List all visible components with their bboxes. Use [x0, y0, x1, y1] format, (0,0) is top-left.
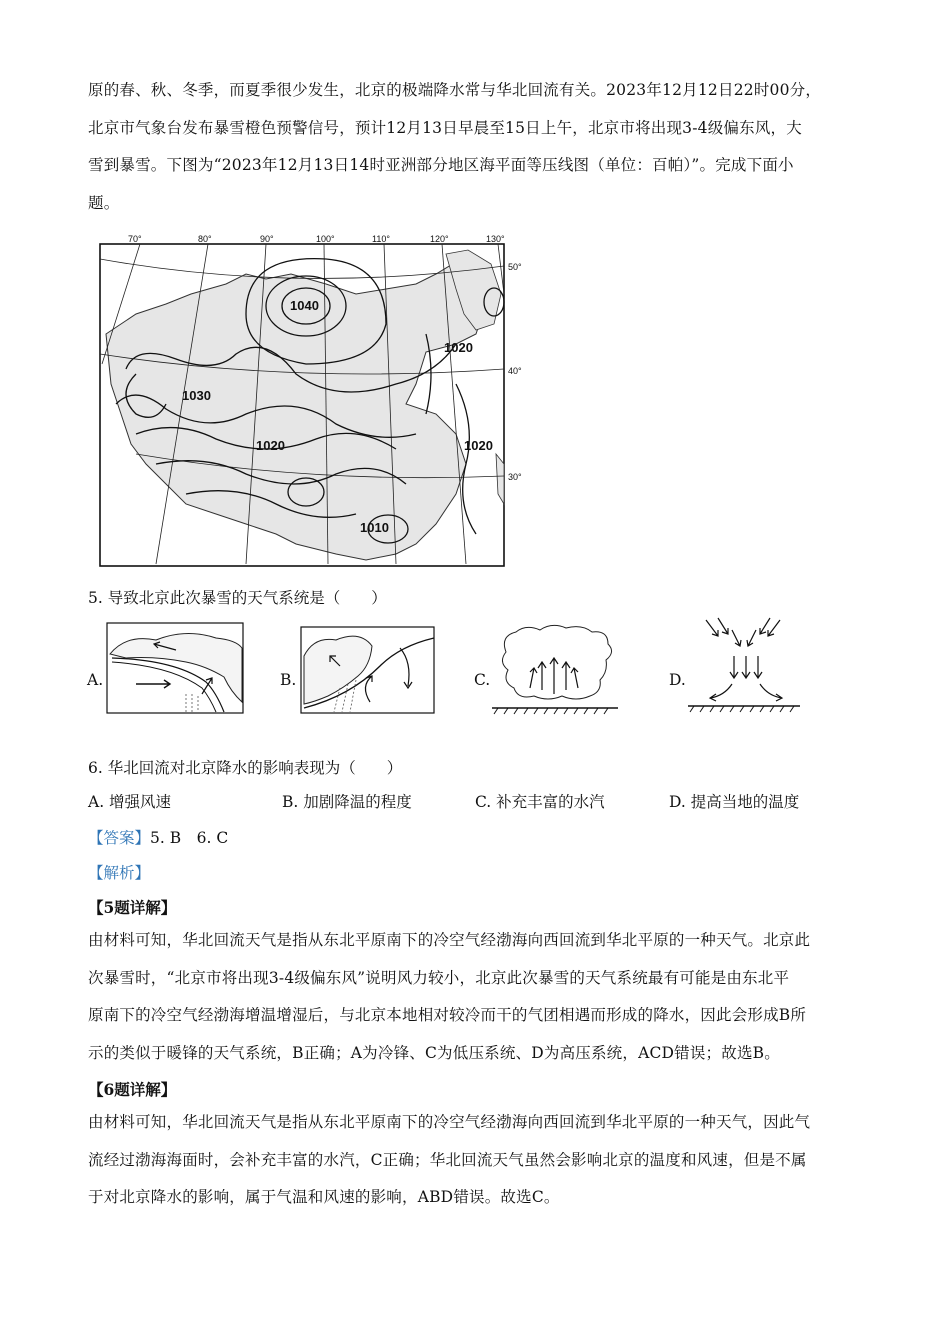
- detail-5-title: 【5题详解】: [88, 898, 177, 917]
- detail-5-paragraph: [88, 922, 864, 1072]
- detail-5-line: 次暴雪时，“北京市将出现3-4级偏东风”说明风力较小，北京此次暴雪的天气系统最有可能是由东北平: [88, 968, 790, 987]
- low-pressure-diagram: [492, 622, 618, 716]
- q6-option-a: A. 增强风速: [88, 793, 172, 811]
- q6-option-b: B. 加剧降温的程度: [282, 793, 412, 811]
- detail-5-line: 由材料可知，华北回流天气是指从东北平原南下的冷空气经渤海向西回流到华北平原的一种天气。北京此: [88, 931, 811, 949]
- detail-6-paragraph: [88, 1104, 864, 1217]
- answer-label: 【答案】: [88, 829, 151, 847]
- detail-6-line: 流经过渤海海面时，会补充丰富的水汽，C正确；华北回流天气虽然会影响北京的温度和风速，但是不属: [88, 1150, 807, 1169]
- intro-line: 题。: [88, 193, 120, 212]
- lat-label: 40°: [508, 366, 522, 376]
- isobar-label: 1020: [256, 438, 285, 453]
- isobar-label: 1010: [360, 520, 389, 535]
- answer-text: 5. B 6. C: [150, 829, 229, 847]
- lon-label: 70°: [128, 234, 142, 244]
- question-6-stem: 6. 华北回流对北京降水的影响表现为（ ）: [88, 759, 403, 777]
- lon-label: 90°: [260, 234, 274, 244]
- high-pressure-diagram: [688, 616, 800, 716]
- isobar-map: [96, 234, 552, 570]
- detail-6-line: 于对北京降水的影响，属于气温和风速的影响，ABD错误。故选C。: [88, 1188, 560, 1206]
- warm-front-diagram: [300, 626, 435, 714]
- option-a-label: A.: [87, 671, 104, 689]
- lon-label: 110°: [372, 234, 390, 244]
- lat-label: 30°: [508, 472, 522, 482]
- lon-label: 100°: [316, 234, 335, 244]
- isobar-label: 1020: [444, 340, 473, 355]
- lon-label: 120°: [430, 234, 449, 244]
- isobar-label: 1030: [182, 388, 211, 403]
- analysis-label: 【解析】: [88, 864, 151, 882]
- q6-option-c: C. 补充丰富的水汽: [475, 793, 605, 811]
- answer-line: [88, 826, 228, 848]
- q6-option-d: D. 提高当地的温度: [669, 793, 800, 811]
- analysis-line: [88, 861, 150, 883]
- cold-front-diagram: [106, 622, 244, 714]
- intro-line: 北京市气象台发布暴雪橙色预警信号，预计12月13日早晨至15日上午，北京市将出现3-4级偏东风，大: [88, 118, 802, 137]
- question-5-stem: 5. 导致北京此次暴雪的天气系统是（ ）: [88, 589, 387, 607]
- lat-label: 50°: [508, 262, 522, 272]
- option-b-label: B.: [280, 671, 297, 689]
- intro-line: 原的春、秋、冬季，而夏季很少发生，北京的极端降水常与华北回流有关。2023年12月12日22时00分，: [88, 81, 822, 99]
- option-d-label: D.: [669, 671, 686, 689]
- detail-6-title: 【6题详解】: [88, 1080, 177, 1099]
- lon-label: 130°: [486, 234, 505, 244]
- detail-5-line: 原南下的冷空气经渤海增温增湿后，与北京本地相对较冷而干的气团相遇而形成的降水，因此会形成B所: [88, 1006, 807, 1024]
- intro-paragraph: [88, 72, 864, 222]
- isobar-label: 1040: [290, 298, 319, 313]
- lon-label: 80°: [198, 234, 212, 244]
- option-c-label: C.: [474, 671, 491, 689]
- intro-line: 雪到暴雪。下图为“2023年12月13日14时亚洲部分地区海平面等压线图（单位：百帕）”。完成下面小: [88, 156, 794, 174]
- detail-5-line: 示的类似于暖锋的天气系统，B正确；A为冷锋、C为低压系统、D为高压系统，ACD错误；故选B。: [88, 1043, 780, 1062]
- isobar-label: 1020: [464, 438, 493, 453]
- question-6-options: [88, 790, 868, 812]
- detail-6-line: 由材料可知，华北回流天气是指从东北平原南下的冷空气经渤海向西回流到华北平原的一种天气，因此气: [88, 1113, 811, 1131]
